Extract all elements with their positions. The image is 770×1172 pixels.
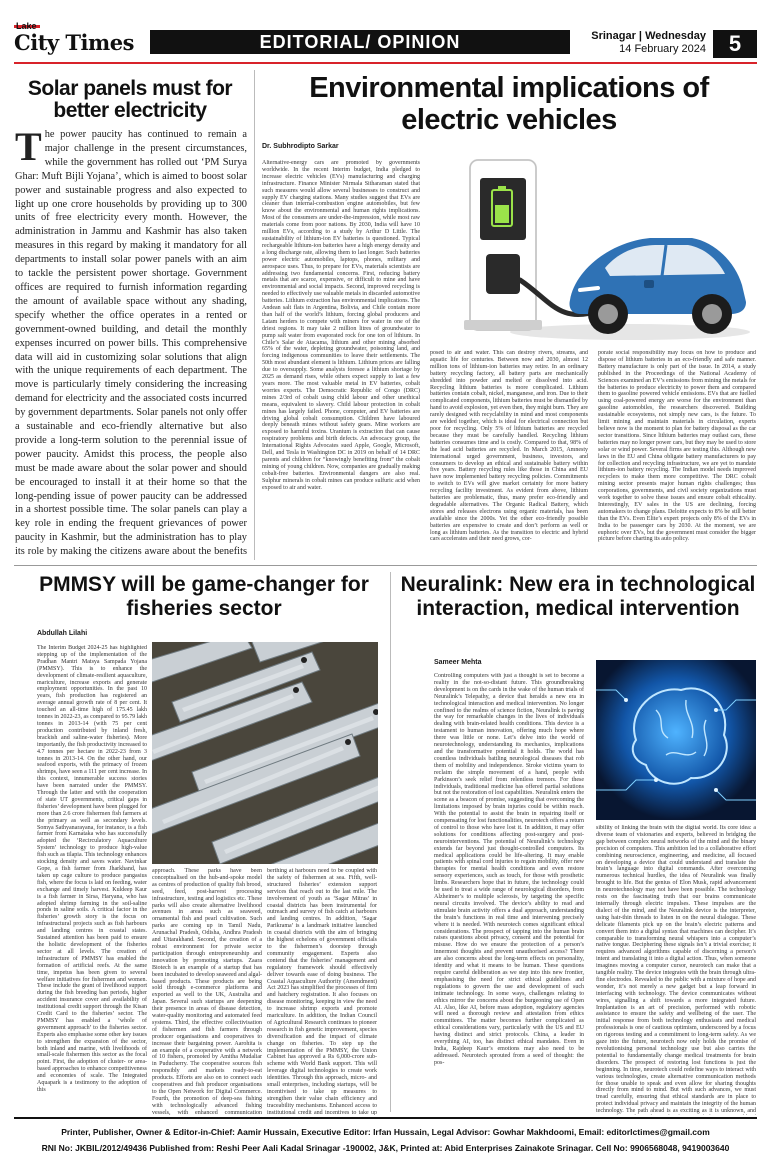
ev-article-column-1: Alternative-energy cars are promoted by governments worldwide. In the recent Interim budget, India pledged to increase electric vehicles (EVs) manufacturing and charging infrastructure. Finance Minister Nirmala Sitharaman stated that such measures would allow several businesses to construct and supply EV charging stations. Many studies suggest that EVs are cleaner than internal-combustion engine automobiles, but few know about the environmental and human rights implications. Most of the consumers are under-the-impression, while most raw materials come from poor nations. By 2030, India will have 10 million EVs, according to a study by Arthur D Little. The sustainability of lithium-ion EV batteries is questioned. Typical rechargeable lithium-ion batteries have a high energy density and a long discharge rate, allowing them to last longer. Such batteries power electric automobiles, laptops, phones, military and aerospace uses. Thus, to prepare for EVs, materials scientists are addressing two fundamental concerns. First, reducing battery metals that are scarce, expensive, or difficult to mine and have environmental and social impacts. Second, improved recycling is needed to effectively use valuable metals in discarded automotive batteries. Lithium extraction has environmental implications. The Andean salt flats in Argentina, Bolivia, and Chile contain more than half of the world’s lithium, forcing global producers and Latam herders to compete with miners for water in one of the driest regions. It may take 2 million litres of groundwater to pump salt water from evaporated rock for one ton of lithium. In Chile’s Salar de Atacama, lithium and other mining absorbed 65% of the water, depleting groundwater, poisoning land, and forcing indigenous communities to leave their settlements. The 50th most abundant element is lithium. Lithium prices are falling due to oversupply. Some analysts foresee a lithium shortage by 2025 as demand rises, while others expect supply to last a few years more. The most valuable metal in EV batteries, cobalt worries experts. The Democratic Republic of Congo (DRC) mines 2/3rd of cobalt using child labour and other unethical means, equivalent to slavery. Child labour protection in cobalt mines has largely failed. Phone, computer, and EV batteries are driving global cobalt consumption. Children have laboured deeply beneath mines without safety gears. Mine workers are exposed to harmful toxins. Uranium is extraction that can cause respiratory problems and birth defects. An advocacy group, the International Rights Advocates sued Apple, Google, Microsoft, Dell, and Tesla in Washington DC in 2019 on behalf of 14 DRC parents and children for “knowingly benefiting from” the cobalt mining of young children. Now, companies are gradually making cobalt-free batteries. Environmental dangers are also real. Sulphur minerals in cobalt mines can produce sulfuric acid when exposed to air and water. bbox=[262, 160, 420, 491]
column-divider bbox=[390, 572, 391, 1112]
solar-editorial-body bbox=[15, 128, 247, 558]
footer-credits: Printer, Publisher, Owner & Editor-in-Chief: Aamir Hussain, Executive Editor: Irfan Hussain, Legal Advisor: Gowhar Makhdoomi, Email: editorlctimes@gmail.com bbox=[61, 1127, 710, 1137]
header-rule bbox=[14, 62, 757, 64]
logo-lake-text: Lake bbox=[16, 21, 37, 31]
logo-city-times-text: City Times bbox=[14, 30, 134, 55]
imprint-footer bbox=[14, 1117, 757, 1165]
neuralink-article-title: Neuralink: New era in technological interaction, medical intervention bbox=[400, 573, 756, 620]
pmmsy-article-column-1: The Interim Budget 2024-25 has highlighted stepping up of the implementation of the Pradhan Mantri Matsya Sampada Yojana (PMMSY). This is to enhance the development of climate-resilient aquaculture, mariculture, increase exports and generate employment opportunities. In the past 10 years, fish production has registered an average annual growth rate of 8 per cent. It touched an all-time high of 175.45 lakh tonnes in 2022-23, as compared to 95.79 lakh tonnes in 2013-14 (with 75 per cent production contributed by inland fresh, brackish and saline-water fisheries). More importantly, the fish productivity increased to 4.7 tonnes per hectare in 2022-23 from 3 tonnes in 2013-14. On the other hand, our seafood exports, with the primacy of frozen shrimps, have seen a 111 per cent increase. In this context, innumerable success stories have been narrated under the PMMSY. Through the latter and with the cooperation of state UT governments, critical gaps in fisheries’ development have been plugged for more than 2.6 crore fishermen fish farmers at the primary as well as secondary levels. Somya Sathyanarayana, for instance, is a fish farmer from Karnataka who has successfully adopted the ‘Recirculatory Aquaculture System’ technology to produce high-value fish such as tilapia. This technology enhances stocking density and saves water. Navinkar Gope, a fish farmer from Jharkhand, has taken up cage culture to produce pangasius fish, where the focus is laid on feeding, water exchange and timely harvest. Kuldeep Kaur is a fish farmer in Sirsa, Haryana, who has adopted shrimp farming in the soil-saline ponds in saline soils. A critical factor in the fisheries’ growth story is the focus on infrastructural projects such as fish harbours and landing centres in coastal states. Sustained attention has been paid to ensure the holistic development of the fisheries sector at all levels. The creation of infrastructure of PMMSY has enabled the formation of artificial reefs. At the same time, impetus has been given to several welfare initiatives for fishermen and women. These include the grant of livelihood support during the fish breeding ban periods, higher accident insurance cover and availability of institutional credit support through the Kisan Credit Card to the fisheries’ sector. The PMMSY has enabled a ‘whole of government approach’ to the fisheries sector. Experts also emphasise some other key issues to strengthen the expansion of the sector, both inland and marine, with livelihoods of small-scale fishermen this sector as the focal point. First, the adoption of cluster- or area-based approaches to enhance competitiveness and economies of scale. The Integrated Aquapark is a testimony to the adoption of this bbox=[37, 645, 147, 1093]
ev-charging-illustration bbox=[430, 150, 756, 346]
brain-circuit-image bbox=[596, 660, 756, 820]
ev-article-column-3: porate social responsibility may focus on how to produce and dispose of lithium batteries in an eco-friendly and safe manner. Battery manufacture is only part of the issue. In 2014, a study published in the Proceedings of the National Academy of Sciences examined an EV’s emissions from mining the metals for the batteries to produce electricity to power them and compared them to gasoline powered vehicle emissions. EVs that are fuelled using coal-powered energy are worse for the environment than gasoline automobiles, the researchers discovered. Building sustainable ecosystems, not simply new cars, is the future. To limit mining and maintain materials in circulation, experts believe now is the moment to plan for battery disposal as the car sector transitions. Since lithium batteries may outlast cars, these batteries may no longer power cars, but they may be used to store solar or wind power. Several firms are testing this. Although new laws in the EU and China obligate battery manufacturers to pay for collection and recycling infrastructure, we are yet to mandate lithium-ion battery recycling. The Indian model needs improved recyclers to make them more competitive. The DRC cobalt mining sector presents major human rights challenges; thus corporations, governments, and civil society organizations must work together to solve these issues and ensure cobalt ethicality. Interestingly, EV sales in the US are declining, forcing automakers to change plans. Deloitte expects to 8% be still better than the EVs. Even Elite’s expert projects only 8% of the EVs in India to be passenger cars by 2030. At the moment, we are euphoric over EVs, but the government must consider the bigger picture before charting its auto policy. bbox=[598, 350, 756, 543]
footer-publication-details: RNI No: JKBIL/2012/49436 Published from: Reshi Peer Aali Kadal Srinagar -190002, J&K, Printed at: Abid Enterprises Zainakote Srinagar. Cell No: 9906568048, 9419003640 bbox=[41, 1143, 730, 1153]
section-divider bbox=[14, 565, 757, 566]
fish-photo bbox=[152, 642, 378, 864]
section-heading: EDITORIAL/ OPINION bbox=[150, 30, 570, 54]
solar-editorial-text: he power paucity has continued to remain a major challenge in the present circumstances, while the government has rolled out ‘PM Surya Ghar: Muft Bijli Yojana’, which is aimed to boost solar power and sustainable progress and also expected to light up one crore households by providing up to 300 units of free electricity every month. However, the administration in Jammu and Kashmir has also taken measures in this regard by making it mandatory for all departments to install solar power panels with an aim to tackle the persistent power shortage. Government offices are required to furnish information regarding the amount of available space without any shading, specify whether the office operates in a rented or government-owned building, and detail the monthly expenses incurred on power bills. This comprehensive data will aid in customizing solar solutions that align with the unique requirements of each department. The move is particularly timely considering the increasing demand for electricity and the associated costs incurred by government departments. Solar panels not only offer a sustainable and eco-friendly alternative but also provide a long-term solution to the perennial issue of power paucity. Amidst this process, the people also must be made aware about the solar power and should be encouraged to install it at their home so that the long-pending issue of power paucity can be addressed in a shortest possible time. The solar panels can play a key role in ending the frequent grievances of power paucity in Kashmir, but the administration has to play its role by making the citizens aware about the benefits bbox=[15, 129, 247, 558]
solar-editorial-title: Solar panels must for better electricity bbox=[27, 77, 233, 122]
newspaper-logo bbox=[14, 22, 144, 56]
issue-date: 14 February 2024 bbox=[619, 43, 706, 55]
neuralink-article-column-1: Controlling computers with just a thought is set to become a reality in the not-so-distant future. This groundbreaking development is on the cards in the wake of the human trials of Neuralink’s Telepathy, a device that heralds a new era in technological interaction and medical intervention. No longer confined to the realms of science fiction, Neuralink is paving the way for remarkable changes in the lives of individuals dealing with brain-related health conditions. This device is a testament to human innovation, offering much hope where there was little or none. Let’s delve into the world of neurotechnology, understanding its mechanics, implications and the transformative potential it holds. The world has countless individuals battling neurological diseases that rob them of mobility and independence. Stroke victims yearn to reclaim the simple movement of a hand, people with Parkinson’s seek relief from relentless tremors. For these individuals, traditional medicine has offered partial solutions but not the restoration of lost capabilities. Neuralink enters the scene as a beacon of promise, suggesting that overcoming the limitations imposed by brain injuries could be within reach. With the potential to assist the brain in repairing itself or compensating for lost functionalities, neurotech offers a return of control to those who have lost it. In addition, it may offer solutions for conditions affecting post-surgery and post-neurointerventions. The potential of Neuralink’s technology extends far beyond just thought-controlled computers. Its medical applications could be life-altering. It may enable patients with spinal cord injuries to regain mobility, offer new therapies for mental health conditions and even restore sensory experiences, such as touch, for those with prosthetic limbs. Researchers hope that in future, the technology could be used to treat a wide range of neurological disorders, from Alzheimer’s to multiple sclerosis, by targeting the specific neural circuits involved. The device’s ability to read and stimulate brain activity offers a dual approach, understanding the brain’s functions in real time and intervening precisely where it is needed. With neurotech comes significant ethical considerations. The prospect of tapping into the human brain raises questions about privacy, consent and the potential for misuse. How do we ensure the protection of a person’s innermost thoughts and prevent unauthorised access? There are also concerns about the long-term effects on personality, identity and what it means to be human. These questions require careful deliberation as we step into this new frontier, emphasising the need for strict ethical guidelines and regulations to govern the use and development of such intimate technology. In some ways, challenges relating to ethics mirror the concerns about the burgeoning use of Open AI. Also, like AI, before mass adoption, regulatory agencies will need a thorough review and attestation from ethics committees. The matter becomes further complicated as ethical considerations vary, particularly with the US and EU having distinct and strict protocols. China, a leader in everything AI, too, has distinct ethical mandates. Even in India, Rajdeep Kaur’s emotions may also need to be addressed. Neurotech sprouted from a seed of thought: the pos- bbox=[434, 673, 584, 1066]
city-day: Srinagar | Wednesday bbox=[591, 30, 706, 42]
ev-article-column-2: posed to air and water. This can destroy rivers, streams, and aquatic life for centuries. Between now and 2030, almost 12 million tons of lithium-ion batteries may retire. In an ordinary battery recycling factory, all battery parts are mechanically shredded into powder and melted or dissolved into acid. Recycling lithium batteries is more complicated. Lithium batteries contain cobalt, nickel, manganese, and iron. Due to their complicated components, lithium batteries must be dismantled by hand to avoid explosion, yet even then, they might burn. They are rarely designed with recyclability in mind and most components are welded together, which is ideal for electrical connection but poor for recycling. Only 5% of lithium batteries are recycled because they must be carefully handled. Recycling lithium batteries consumes time and is costly. Compared to that, 98% of the lead acid batteries are recycled. In March 2015, Amnesty International urged government, business, investors, and consumers to develop an ethical and sustainable battery within five years. Battery recycling rules like those in China and EU have now implemented battery recycling policies. Commitments to switch to EVs will give market certainty for more battery recycling facility investment. As evident from above, lithium batteries are problematic, thus, many prefer eco-friendly and degradable alternatives. The Organic Radical Battery, which stores and releases electrons using organic materials, has been available since the 2000s. Yet the other eco-friendly possible batteries are expensive to create and don’t perform as well or long as lithium batteries. As the transition to electric and hybrid cars accelerates and their need grows, cor- bbox=[430, 350, 588, 543]
masthead bbox=[0, 0, 770, 62]
pmmsy-article-byline: Abdullah Lilahi bbox=[37, 630, 88, 637]
drop-cap: T bbox=[15, 128, 42, 169]
dateline bbox=[578, 30, 706, 56]
footer-rule bbox=[14, 1117, 757, 1119]
neuralink-article-column-2: sibility of linking the brain with the digital world. Its core idea: a diverse team of visionaries and experts, believed in bridging the gap between complex neural networks of the mind and the binary precision of computers. This ambition led to a collaborative effort combining neuroscience, engineering, and medicine, all focused on developing a device that could understand and translate the brain’s language into digital commands. After overcoming numerous technical hurdles, the idea of Neuralink was finally brought to life. But the genius of Elon Musk, rapid advancement in neurotechnology may not have been possible. The technology rests on the fascinating truth that our brains communicate internally through electric impulses. These impulses are the dialect of the mind, and the Neuralink device is the interpreter, using hair-thin threads to listen in on the neural dialogue. These delicate filaments pick up on the brain’s electric patterns and convert them into a digital syntax that machines can decipher. It’s comparable to transforming neural whispers into a computer’s native tongue. Deciphering these signals isn’t a trivial exercise; it requires advanced algorithms capable of discerning a person’s intent and translating it into a digital action. Thus, when someone imagines moving a computer cursor, neurotech can make that a tangible reality. The device integrates with the brain through ultra-fine electrodes. Revealed to the public with a mixture of hope and wonder, it’s not merely a new gadget but a leap forward in interfacing with technology. The device communicates without wires, signalling a shift towards a more integrated future. Implantation is an art of precision, performed with robotic assistance to ensure the safety and wellbeing of the user. The initial response from both technology enthusiasts and medical professionals is one of cautious optimism, underscored by a focus on rigorous testing and a commitment to long-term safety. As we gaze into the future, neurotech now only holds the promise of revolutionising personal technology use but also carries the potential to fundamentally change medical treatments for brain disorders. The prospect of restoring lost functions is just the beginning. In time, neurotech could redefine ways to interact with various technologies, create alternative communication methods for those unable to speak and even allow for sharing thoughts directly from mind to mind. But with such advances, we must tread carefully, ensuring that ethical standards are in place to protect individual privacy and maintain the integrity of the human technology. The path ahead is as exciting as it is unknown, and bbox=[596, 825, 756, 1115]
ev-article-title: Environmental implications of electric vehicles bbox=[309, 72, 709, 136]
column-divider bbox=[254, 70, 255, 560]
pmmsy-article-column-3: berthing at harbours need to be coupled with the safety of fishermen at sea. Fifth, well-structured fisheries’ extension support services that reach out to the last mile. The involvement of youth as ‘Sagar Mitras’ in coastal districts has been instrumental for outreach and survey of fish catch at harbours and landing centres. In addition, ‘Sagar Parikrama’ is a landmark initiative launched in coastal districts with the aim of bringing the highest echelons of government officials to the fishermen’s doorstep through community engagement. Experts also contend that the fisheries’ management and regulatory framework should effectively deliver towards ease of doing business. The Coastal Aquaculture Authority (Amendment) Act 2023 has simplified the processes of firm and hatchery registration. It also focuses on disease monitoring, keeping in view the need to increase shrimp exports and promote mariculture. In addition, the Indian Council of Agricultural Research continues to pioneer research in fish genetic improvement, species diversification and the impact of climate change on fisheries. To step up the implementation of the PMMSY, the Union Cabinet has approved a Rs 6,000-crore sub-scheme with World Bank support. This will leverage digital technologies to create work identities. Through this approach, micro- and small enterprises, including startups, will be incentivised to take up measures to strengthen their value chain efficiency and traceability mechanisms. Enhanced access to institutional credit and incentives to take up bbox=[267, 868, 377, 1115]
ev-article-byline: Dr. Subhrodipto Sarkar bbox=[262, 143, 339, 150]
pmmsy-article-column-2: approach. These parks have been conceptualised on the hub-and-spoke model as centres of production of quality fish brood, seed, feed, post-harvest processing infrastructure, testing and logistics etc. These parks will also create alternative livelihood avenues in areas such as seaweed, ornamental fish and pearl cultivation. Such parks are coming up in Tamil Nadu, Arunachal Pradesh, Odisha, Andhra Pradesh and Uttarakhand. Second, the creation of a robust environment for private sector participation through entrepreneurship and innovation by promoting startups. Zaara Biotech is an example of a startup that has been incubated to develop seaweed and algal-based products. These products are being sold through e-commerce platforms and exported as well to the UK, Australia and Japan. Several such startups are deepening their presence in areas of disease detection, water-quality monitoring and automated feed systems. Third, the effective collectivisation of fishermen and fish farmers through producer organisations and cooperatives to increase their bargaining power. Aarohita is an example of a cooperative with a network of 10 fishers, promoted by Amitha Mudaliar in Puducherry. The cooperative sources fish responsibly and markets ready-to-eat products. Efforts are also on to connect such cooperatives and fish producer organisations to the Open Network for Digital Commerce. Fourth, the promotion of deep-sea fishing with technologically advanced fishing vessels, with enhanced communication bbox=[152, 868, 262, 1115]
neuralink-article-byline: Sameer Mehta bbox=[434, 659, 482, 666]
pmmsy-article-title: PMMSY will be game-changer for fisheries sector bbox=[39, 573, 369, 620]
page-number: 5 bbox=[713, 30, 757, 58]
